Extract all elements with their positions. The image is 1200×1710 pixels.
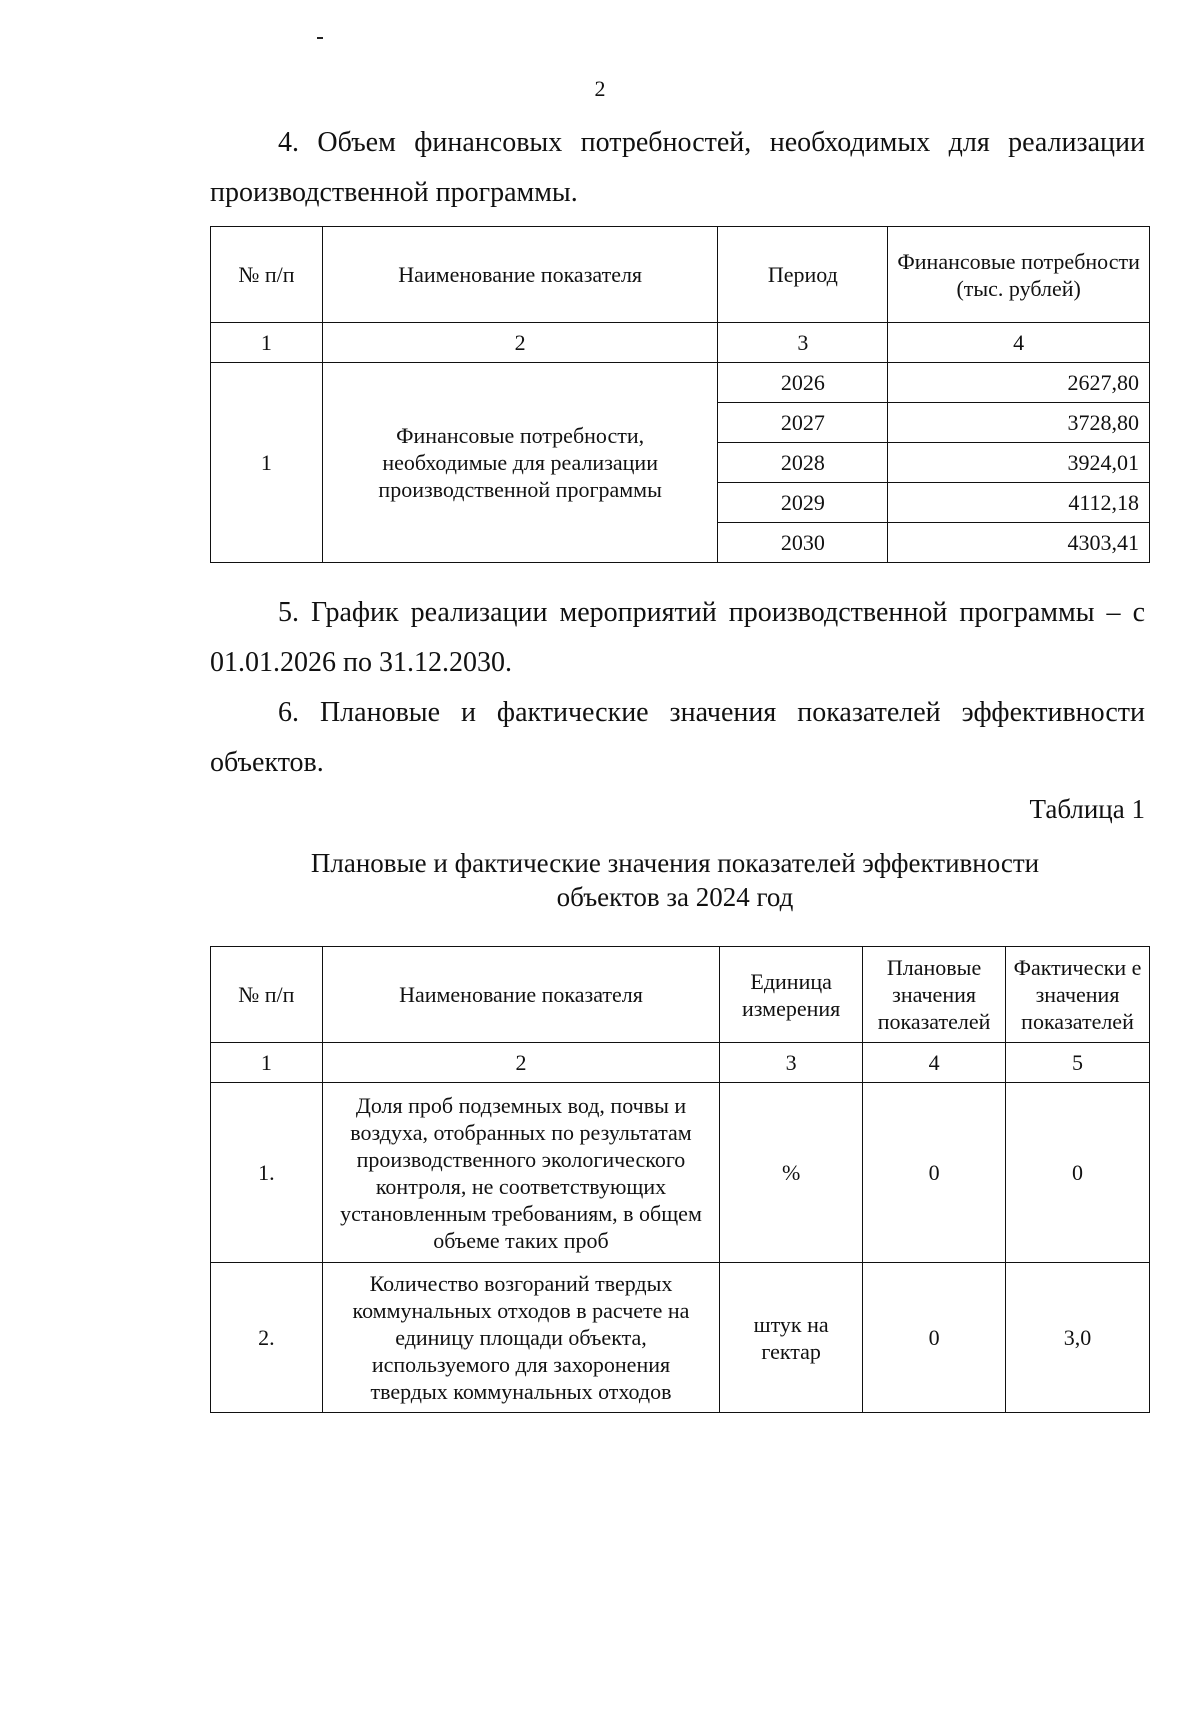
column-number: 3 [720,1043,863,1083]
header-cell: № п/п [211,227,323,323]
period-year: 2028 [718,443,888,483]
column-number: 4 [888,323,1150,363]
unit: % [720,1083,863,1263]
column-number: 1 [211,323,323,363]
period-value: 3924,01 [888,443,1150,483]
row-name: Финансовые потребности, необходимые для реализации производственной программы [322,363,718,563]
column-number: 4 [863,1043,1006,1083]
unit: штук на гектар [720,1263,863,1413]
column-number: 1 [211,1043,323,1083]
table-title [300,846,1050,914]
header-cell: Период [718,227,888,323]
section-5-paragraph [210,588,1145,688]
indicator-name: Количество возгораний твердых коммунальных отходов в расчете на единицу площади объекта, используемого для захоронения твердых коммунальных отходов [322,1263,719,1413]
header-cell: Наименование показателя [322,947,719,1043]
efficiency-table [210,946,1150,1413]
row-number: 1. [211,1083,323,1263]
scan-mark [317,37,323,39]
column-number: 2 [322,323,718,363]
header-cell: Фактически е значения показателей [1006,947,1150,1043]
row-number: 2. [211,1263,323,1413]
section-6-text: 6. Плановые и фактические значения показателей эффективности объектов. [210,697,1145,778]
period-year: 2030 [718,523,888,563]
table-title-line-2: объектов за 2024 год [556,882,794,912]
period-year: 2027 [718,403,888,443]
plan-value: 0 [863,1083,1006,1263]
header-cell: № п/п [211,947,323,1043]
table-header-row [211,947,1150,1043]
section-5-text: 5. График реализации мероприятий производственной программы – с 01.01.2026 по 31.12.2030. [210,597,1145,678]
period-value: 4112,18 [888,483,1150,523]
fact-value: 0 [1006,1083,1150,1263]
fact-value: 3,0 [1006,1263,1150,1413]
period-value: 2627,80 [888,363,1150,403]
header-cell: Финансовые потребности (тыс. рублей) [888,227,1150,323]
row-number: 1 [211,363,323,563]
header-cell: Плановые значения показателей [863,947,1006,1043]
table-label: Таблица 1 [1029,794,1145,824]
column-number-row [211,1043,1150,1083]
table-header-row [211,227,1150,323]
section-6-paragraph [210,688,1145,788]
table-row [211,1083,1150,1263]
period-value: 3728,80 [888,403,1150,443]
header-cell: Наименование показателя [322,227,718,323]
column-number: 5 [1006,1043,1150,1083]
plan-value: 0 [863,1263,1006,1413]
table-title-line-1: Плановые и фактические значения показателей эффективности [310,848,1040,878]
column-number: 2 [322,1043,719,1083]
period-year: 2026 [718,363,888,403]
table-row [211,363,1150,403]
section-4-text: 4. Объем финансовых потребностей, необходимых для реализации производственной программы. [210,127,1145,208]
indicator-name: Доля проб подземных вод, почвы и воздуха, отобранных по результатам производственного экологического контроля, не соответствующих установленным требованиям, в общем объеме таких проб [322,1083,719,1263]
period-year: 2029 [718,483,888,523]
table-row [211,1263,1150,1413]
header-cell: Единица измерения [720,947,863,1043]
period-value: 4303,41 [888,523,1150,563]
column-number-row [211,323,1150,363]
page-number: 2 [594,76,606,101]
column-number: 3 [718,323,888,363]
section-4-paragraph [210,118,1145,218]
financial-needs-table [210,226,1150,563]
